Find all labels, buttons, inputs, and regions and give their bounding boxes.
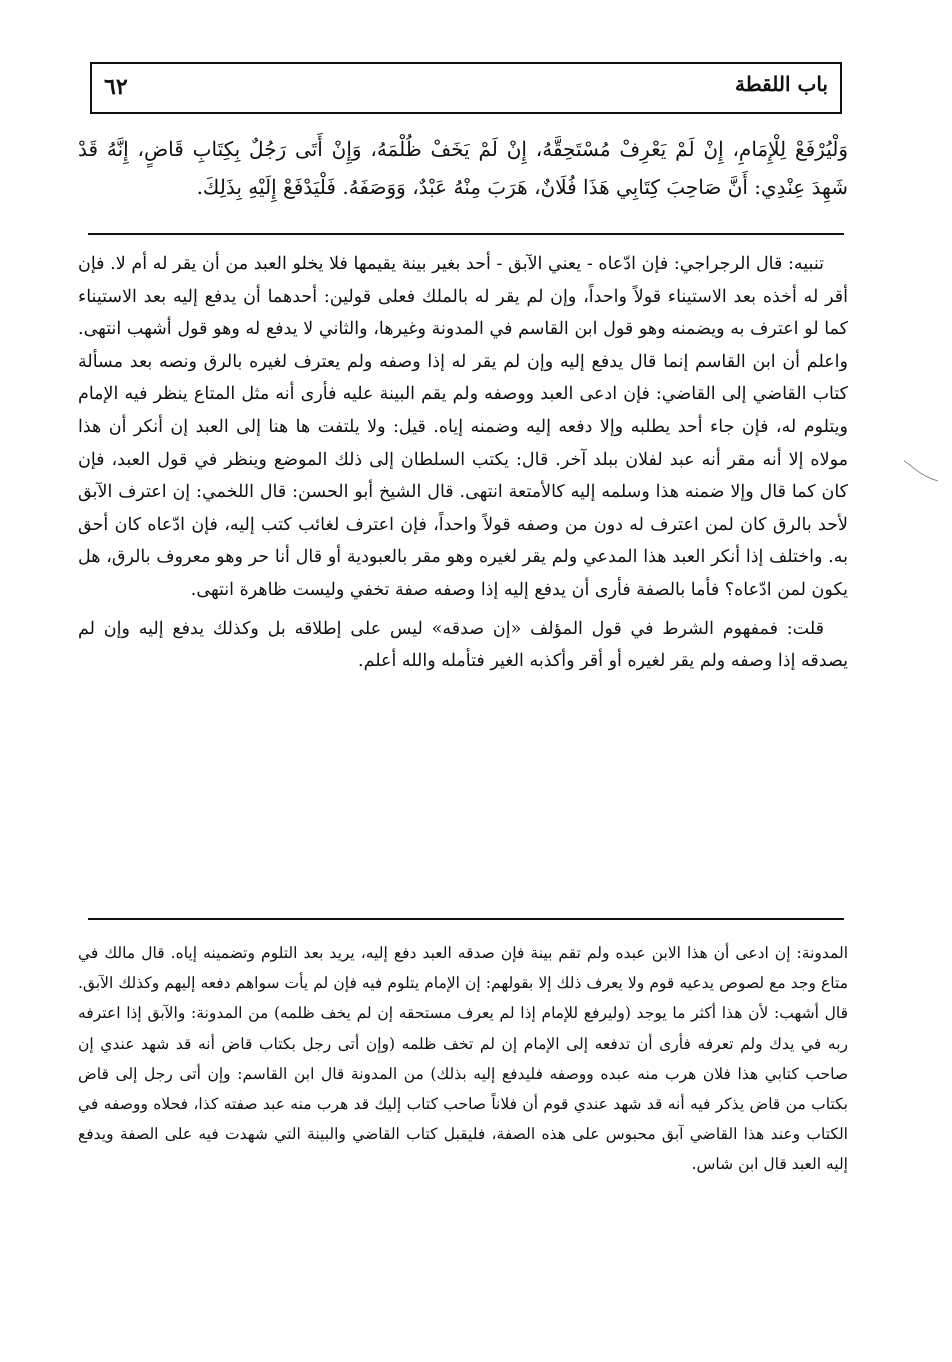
matn-text: وَلْيُرْفَعْ لِلْإِمَامِ، إِنْ لَمْ يَعْرِفْ مُسْتَحِقَّهُ، إِنْ لَمْ يَخَفْ ظُلْمَهُ، وَإِنْ أَتَى رَجُلٌ بِكِتَابِ قَاضٍ، إِنَّهُ قَدْ شَهِدَ عِنْدِي: أَنَّ صَاحِبَ كِتَابِي هَذَا فُلَانٌ، هَرَبَ مِنْهُ عَبْدٌ، وَوَصَفَهُ. فَلْيَدْفَعْ إِلَيْهِ بِذَلِكَ. (78, 137, 848, 199)
commentary-body (78, 248, 848, 678)
matn-divider (88, 233, 844, 235)
page-number: ٦٢ (104, 74, 128, 100)
running-header (90, 62, 842, 114)
scan-mark (902, 455, 942, 485)
commentary-tanbih: تنبيه: قال الرجراجي: فإن ادّعاه - يعني الآبق - أحد بغير بينة يقيمها فلا يخلو العبد من أن يقر له أم لا. فإن أقر له أخذه بعد الاستيناء قولاً واحداً، وإن لم يقر له بالملك فعلى قولين: أحدهما أن يدفع إليه بعد الاستيناء كما لو اعترف به ويضمنه وهو قول ابن القاسم في المدونة وغيرها، والثاني لا يدفع له وهو قول أشهب انتهى. واعلم أن ابن القاسم إنما قال يدفع إليه وإن لم يقر له إذا وصفه ولم يعترف لغيره بالرق ونصه بعد مسألة كتاب القاضي إلى القاضي: فإن ادعى العبد ووصفه ولم يقم البينة عليه فأرى أنه مثل المتاع ينظر فيه الإمام ويتلوم له، فإن جاء أحد يطلبه وإلا دفعه إليه وضمنه إياه. قيل: ولا يلتفت ها هنا إلى العبد إن أنكر أن هذا مولاه إلا أنه مقر أنه عبد لفلان ببلد آخر. قال: يكتب السلطان إلى ذلك الموضع وينظر في قول العبد، فإن كان كما قال وإلا ضمنه هذا وسلمه إليه كالأمتعة انتهى. قال الشيخ أبو الحسن: قال اللخمي: إن اعترف الآبق لأحد بالرق كان لمن اعترف له دون من وصفه قولاً واحداً، فإن اعترف لغائب كتب إليه، فإن ادّعاه كان أحق به. واختلف إذا أنكر العبد هذا المدعي ولم يقر لغيره وهو مقر بالعبودية أو قال أنا حر وهو معروف بالرق، هل يكون لمن ادّعاه؟ فأما بالصفة فأرى أن يدفع إليه إذا وصفه صفة تخفي وليست ظاهرة انتهى. (78, 254, 848, 600)
chapter-title: باب اللقطة (735, 72, 828, 96)
footnote-section (78, 938, 848, 1180)
footnote-text: المدونة: إن ادعى أن هذا الابن عبده ولم تقم بينة فإن صدقه العبد دفع إليه، يريد بعد التلوم وتضمينه إياه. قال مالك في متاع وجد مع لصوص يدعيه قوم ولا يعرف ذلك إلا بقولهم: إن الإمام يتلوم فيه فإن لم يأت سواهم دفعه إليهم وكذلك الآبق. قال أشهب: لأن هذا أكثر ما يوجد (وليرفع للإمام إذا لم يعرف مستحقه إن لم يخف ظلمه) من المدونة: والآبق إذا اعترفه ربه في يدك ولم تعرفه فأرى أن تدفعه إلى الإمام إن لم تخف ظلمه (وإن أتى رجل بكتاب قاض أنه قد شهد عندي إن صاحب كتابي هذا فلان هرب منه عبده ووصفه فليدفع إليه بذلك) من المدونة قال ابن القاسم: وإن أتى رجل إلى قاض بكتاب من قاض يذكر فيه أنه قد شهد عندي قوم أن فلاناً صاحب كتاب إليك قد هرب منه عبد صفته كذا، فحلاه ووصفه في الكتاب وعند هذا القاضي آبق محبوس على هذه الصفة، فليقبل كتاب القاضي والبينة التي شهدت فيه على الصفة ويدفع إليه العبد قال ابن شاس. (78, 944, 848, 1174)
commentary-qultu: قلت: فمفهوم الشرط في قول المؤلف «إن صدقه» ليس على إطلاقه بل وكذلك يدفع إليه وإن لم يصدقه إذا وصفه ولم يقر لغيره أو أقر وأكذبه الغير فتأمله والله أعلم. (78, 618, 848, 672)
footnote-divider (88, 918, 844, 920)
